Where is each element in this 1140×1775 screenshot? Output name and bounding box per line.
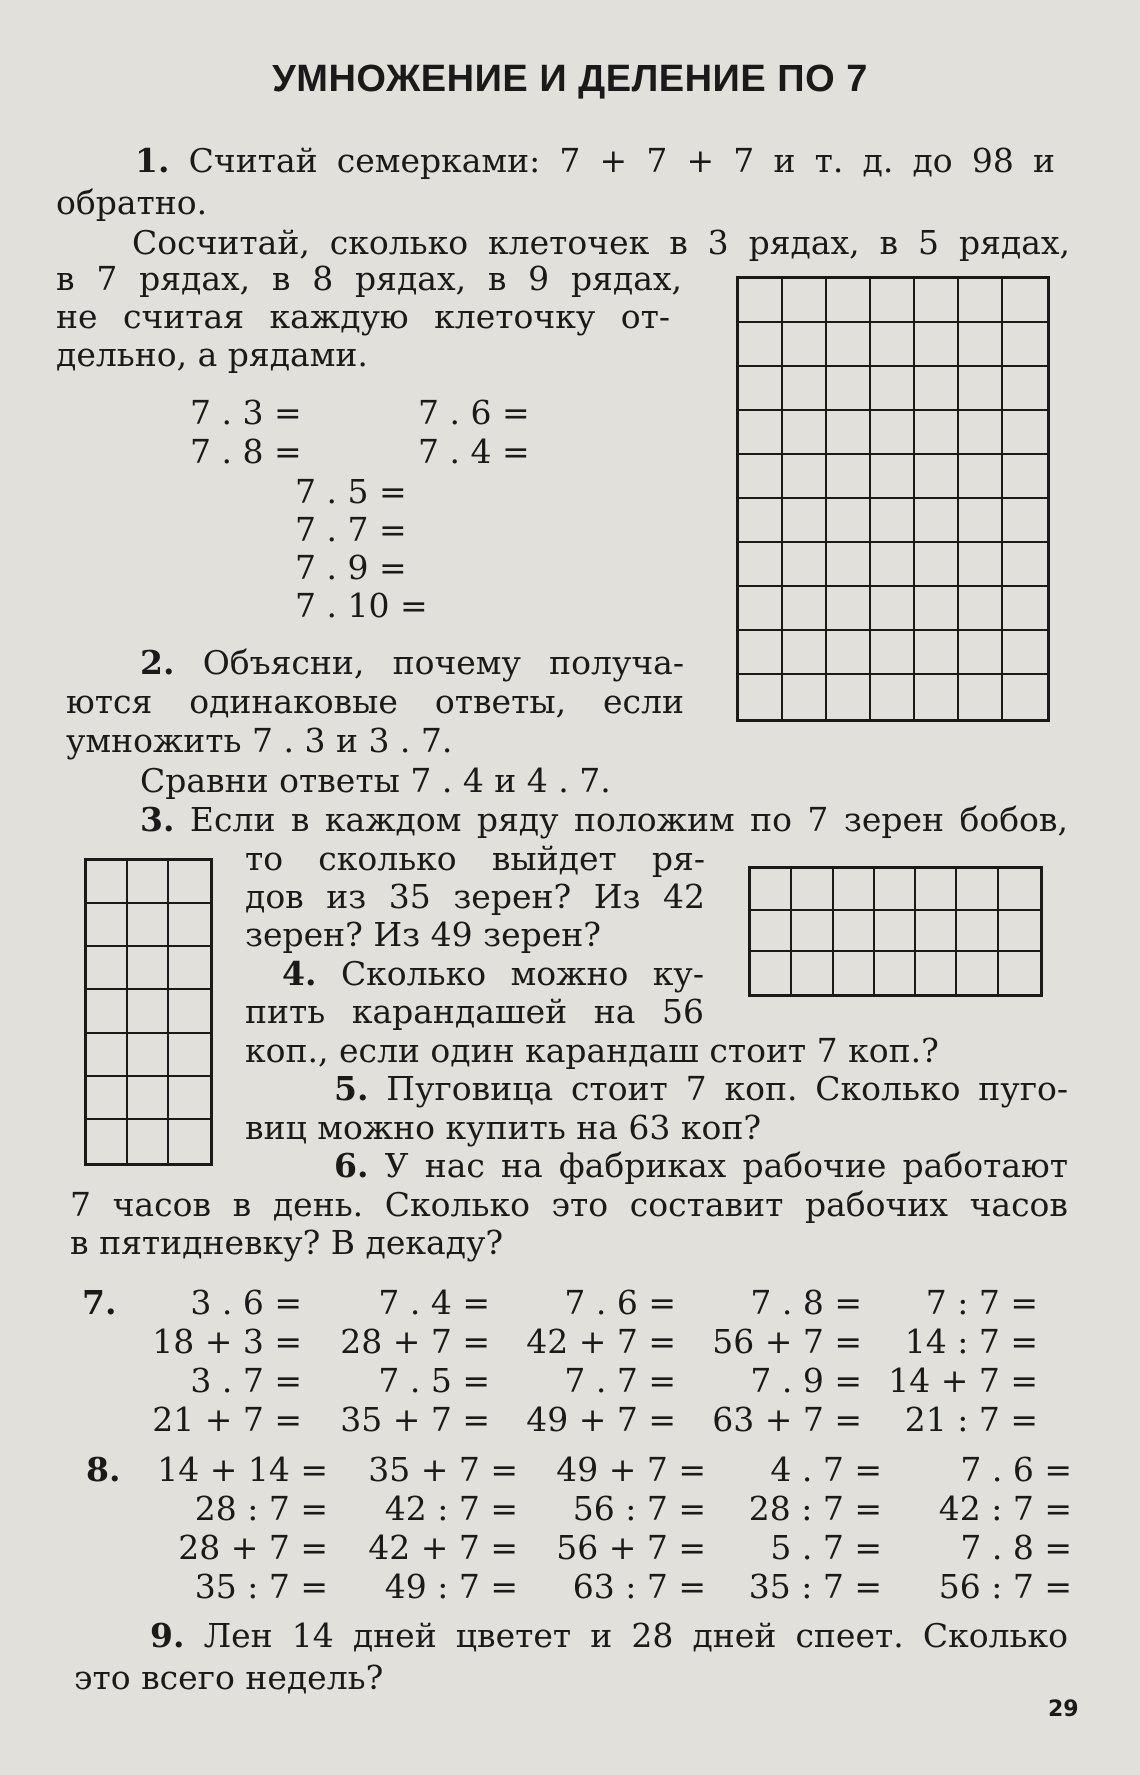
grid-cell [999, 869, 1040, 911]
grid-cell [827, 675, 871, 719]
exercise-9-number: 9. [150, 1616, 185, 1655]
expression: 7 . 7 = [295, 510, 407, 549]
grid-cell [751, 869, 792, 911]
equation-cell: 42 + 7 = [368, 1528, 518, 1567]
grid-cell [783, 587, 827, 631]
exercise-2-line-3: умножить 7 . 3 и 3 . 7. [66, 721, 453, 760]
equation-cell: 14 + 14 = [157, 1450, 328, 1489]
grid-cell [1003, 455, 1047, 499]
grid-cell [169, 1034, 210, 1077]
grid-cell [739, 323, 783, 367]
grid-cell [959, 367, 1003, 411]
grid-cell [87, 1077, 128, 1120]
grid-cell [871, 675, 915, 719]
grid-cell [959, 631, 1003, 675]
grid-cell [875, 911, 916, 953]
exercise-1-line-6: дельно, а рядами. [56, 335, 368, 374]
exercise-2-line-1: 2. Объясни, почему получа- [140, 643, 685, 682]
equation-cell: 21 : 7 = [904, 1400, 1038, 1439]
grid-cell [169, 1077, 210, 1120]
equation-cell: 63 + 7 = [712, 1400, 862, 1439]
exercise-4-line-2: пить карандашей на 56 [245, 992, 704, 1031]
grid-cell [915, 279, 959, 323]
grid-cell [834, 911, 875, 953]
grid-cell [128, 947, 169, 990]
equation-cell: 56 + 7 = [712, 1322, 862, 1361]
grid-cell [87, 1034, 128, 1077]
equation-cell: 49 + 7 = [526, 1400, 676, 1439]
grid-cell [792, 952, 833, 994]
grid-cell [1003, 279, 1047, 323]
grid-cell [827, 279, 871, 323]
grid-cell [834, 869, 875, 911]
grid-cell [128, 904, 169, 947]
grid-cell [959, 411, 1003, 455]
grid-cell [959, 323, 1003, 367]
exercise-3-line-2: то сколько выйдет ря- [245, 839, 705, 878]
grid-cell [871, 367, 915, 411]
grid-cell [783, 367, 827, 411]
grid-cell [1003, 631, 1047, 675]
grid-cell [792, 911, 833, 953]
grid-7x3 [748, 866, 1043, 997]
grid-cell [739, 367, 783, 411]
grid-cell [783, 279, 827, 323]
grid-cell [827, 323, 871, 367]
equation-cell: 7 . 9 = [750, 1361, 862, 1400]
grid-3x7 [84, 858, 213, 1166]
grid-cell [128, 861, 169, 904]
grid-cell [87, 861, 128, 904]
grid-cell [128, 990, 169, 1033]
equation-cell: 21 + 7 = [152, 1400, 302, 1439]
equation-cell: 7 . 8 = [960, 1528, 1072, 1567]
grid-cell [783, 675, 827, 719]
equation-cell: 35 : 7 = [194, 1567, 328, 1606]
equation-cell: 28 + 7 = [178, 1528, 328, 1567]
exercise-7-number: 7. [82, 1283, 117, 1322]
grid-cell [87, 904, 128, 947]
expression: 7 . 4 = [418, 432, 530, 471]
grid-cell [871, 455, 915, 499]
expression: 7 . 10 = [295, 586, 428, 625]
exercise-5-line-2: виц можно купить на 63 коп? [245, 1108, 762, 1147]
grid-cell [783, 499, 827, 543]
grid-cell [959, 543, 1003, 587]
grid-cell [783, 631, 827, 675]
grid-cell [739, 631, 783, 675]
equation-cell: 56 + 7 = [556, 1528, 706, 1567]
grid-cell [959, 455, 1003, 499]
expression: 7 . 6 = [418, 393, 530, 432]
exercise-3-line-3: дов из 35 зерен? Из 42 [245, 877, 705, 916]
grid-cell [957, 911, 998, 953]
grid-cell [999, 952, 1040, 994]
page-number: 29 [1048, 1697, 1079, 1722]
grid-cell [916, 911, 957, 953]
grid-cell [1003, 323, 1047, 367]
exercise-1-number: 1. [135, 141, 170, 180]
grid-cell [87, 947, 128, 990]
exercise-1-line-3: Сосчитай, сколько клеточек в 3 рядах, в 5 рядах, [132, 223, 1070, 262]
grid-cell [783, 543, 827, 587]
grid-cell [915, 499, 959, 543]
grid-cell [792, 869, 833, 911]
grid-cell [827, 587, 871, 631]
grid-cell [169, 861, 210, 904]
grid-cell [87, 990, 128, 1033]
page-title: УМНОЖЕНИЕ И ДЕЛЕНИЕ ПО 7 [272, 58, 868, 100]
grid-cell [915, 631, 959, 675]
exercise-1-line-5: не считая каждую клеточку от- [56, 297, 670, 336]
grid-cell [827, 411, 871, 455]
grid-cell [915, 455, 959, 499]
grid-cell [739, 675, 783, 719]
grid-cell [875, 869, 916, 911]
equation-cell: 7 . 8 = [750, 1283, 862, 1322]
grid-cell [827, 499, 871, 543]
exercise-1-line-2: обратно. [56, 183, 208, 222]
exercise-2-number: 2. [140, 643, 175, 682]
exercise-3-number: 3. [140, 800, 175, 839]
grid-cell [915, 367, 959, 411]
equation-cell: 49 + 7 = [556, 1450, 706, 1489]
grid-7x10 [736, 276, 1050, 722]
grid-cell [783, 323, 827, 367]
grid-cell [871, 587, 915, 631]
equation-cell: 3 . 7 = [190, 1361, 302, 1400]
exercise-9-line-2: это всего недель? [74, 1658, 384, 1697]
equation-cell: 7 . 4 = [378, 1283, 490, 1322]
grid-cell [1003, 499, 1047, 543]
grid-cell [169, 1120, 210, 1163]
exercise-5-number: 5. [334, 1069, 369, 1108]
grid-cell [169, 990, 210, 1033]
grid-cell [128, 1034, 169, 1077]
equation-cell: 4 . 7 = [770, 1450, 882, 1489]
grid-cell [739, 587, 783, 631]
grid-cell [827, 631, 871, 675]
equation-cell: 7 . 6 = [564, 1283, 676, 1322]
grid-cell [827, 455, 871, 499]
exercise-9-line-1: 9. Лен 14 дней цветет и 28 дней спеет. Сколько [150, 1616, 1068, 1655]
grid-cell [783, 455, 827, 499]
equation-cell: 7 : 7 = [925, 1283, 1038, 1322]
equation-cell: 63 : 7 = [572, 1567, 706, 1606]
grid-cell [739, 499, 783, 543]
grid-cell [1003, 411, 1047, 455]
equation-cell: 42 : 7 = [384, 1489, 518, 1528]
grid-cell [871, 323, 915, 367]
grid-cell [957, 869, 998, 911]
grid-cell [1003, 367, 1047, 411]
equation-cell: 35 + 7 = [340, 1400, 490, 1439]
grid-cell [871, 279, 915, 323]
equation-cell: 7 . 7 = [564, 1361, 676, 1400]
exercise-1-text: Считай семерками: 7 + 7 + 7 и т. д. до 98 и [188, 141, 1055, 180]
equation-cell: 49 : 7 = [384, 1567, 518, 1606]
grid-cell [959, 587, 1003, 631]
equation-cell: 7 . 5 = [378, 1361, 490, 1400]
equation-cell: 42 + 7 = [526, 1322, 676, 1361]
grid-cell [739, 455, 783, 499]
expression: 7 . 3 = [190, 393, 302, 432]
expression: 7 . 8 = [190, 432, 302, 471]
grid-cell [959, 499, 1003, 543]
grid-cell [128, 1077, 169, 1120]
grid-cell [915, 411, 959, 455]
equation-cell: 56 : 7 = [938, 1567, 1072, 1606]
grid-cell [871, 543, 915, 587]
grid-cell [915, 543, 959, 587]
exercise-4-number: 4. [282, 954, 317, 993]
exercise-3-line-4: зерен? Из 49 зерен? [245, 915, 601, 954]
grid-cell [959, 279, 1003, 323]
equation-cell: 7 . 6 = [960, 1450, 1072, 1489]
grid-cell [1003, 543, 1047, 587]
equation-cell: 28 + 7 = [340, 1322, 490, 1361]
grid-cell [999, 911, 1040, 953]
exercise-4-line-1: 4. Сколько можно ку- [282, 954, 704, 993]
equation-cell: 35 + 7 = [368, 1450, 518, 1489]
grid-cell [751, 952, 792, 994]
exercise-6-number: 6. [334, 1146, 369, 1185]
grid-cell [916, 952, 957, 994]
grid-cell [739, 543, 783, 587]
grid-cell [128, 1120, 169, 1163]
grid-cell [751, 911, 792, 953]
exercise-6-line-1: 6. У нас на фабриках рабочие работают [334, 1146, 1069, 1185]
exercise-4-line-3: коп., если один карандаш стоит 7 коп.? [245, 1031, 939, 1070]
grid-cell [871, 631, 915, 675]
equation-cell: 56 : 7 = [572, 1489, 706, 1528]
grid-cell [915, 323, 959, 367]
grid-cell [739, 279, 783, 323]
equation-cell: 5 . 7 = [770, 1528, 882, 1567]
grid-cell [1003, 675, 1047, 719]
grid-cell [875, 952, 916, 994]
equation-cell: 14 + 7 = [888, 1361, 1038, 1400]
expression: 7 . 5 = [295, 472, 407, 511]
grid-cell [87, 1120, 128, 1163]
exercise-8-number: 8. [86, 1450, 121, 1489]
grid-cell [169, 904, 210, 947]
equation-cell: 28 : 7 = [194, 1489, 328, 1528]
exercise-1-line-1 [70, 142, 1055, 180]
equation-cell: 3 . 6 = [190, 1283, 302, 1322]
equation-cell: 14 : 7 = [904, 1322, 1038, 1361]
equation-cell: 42 : 7 = [938, 1489, 1072, 1528]
grid-cell [827, 543, 871, 587]
grid-cell [915, 675, 959, 719]
grid-cell [916, 869, 957, 911]
grid-cell [871, 499, 915, 543]
equation-cell: 28 : 7 = [748, 1489, 882, 1528]
exercise-2-line-4: Сравни ответы 7 . 4 и 4 . 7. [140, 761, 611, 800]
grid-cell [783, 411, 827, 455]
exercise-6-line-2: 7 часов в день. Сколько это составит рабочих часов [70, 1185, 1068, 1224]
grid-cell [959, 675, 1003, 719]
grid-cell [827, 367, 871, 411]
grid-cell [957, 952, 998, 994]
expression: 7 . 9 = [295, 548, 407, 587]
exercise-5-line-1: 5. Пуговица стоит 7 коп. Сколько пуго- [334, 1069, 1068, 1108]
grid-cell [1003, 587, 1047, 631]
grid-cell [915, 587, 959, 631]
exercise-6-line-3: в пятидневку? В декаду? [70, 1223, 504, 1262]
exercise-3-line-1: 3. Если в каждом ряду положим по 7 зерен бобов, [140, 800, 1068, 839]
equation-cell: 18 + 3 = [152, 1322, 302, 1361]
equation-cell: 35 : 7 = [748, 1567, 882, 1606]
exercise-2-line-2: ются одинаковые ответы, если [66, 682, 684, 721]
grid-cell [834, 952, 875, 994]
exercise-1-line-4: в 7 рядах, в 8 рядах, в 9 рядах, [56, 259, 682, 298]
grid-cell [169, 947, 210, 990]
grid-cell [739, 411, 783, 455]
grid-cell [871, 411, 915, 455]
